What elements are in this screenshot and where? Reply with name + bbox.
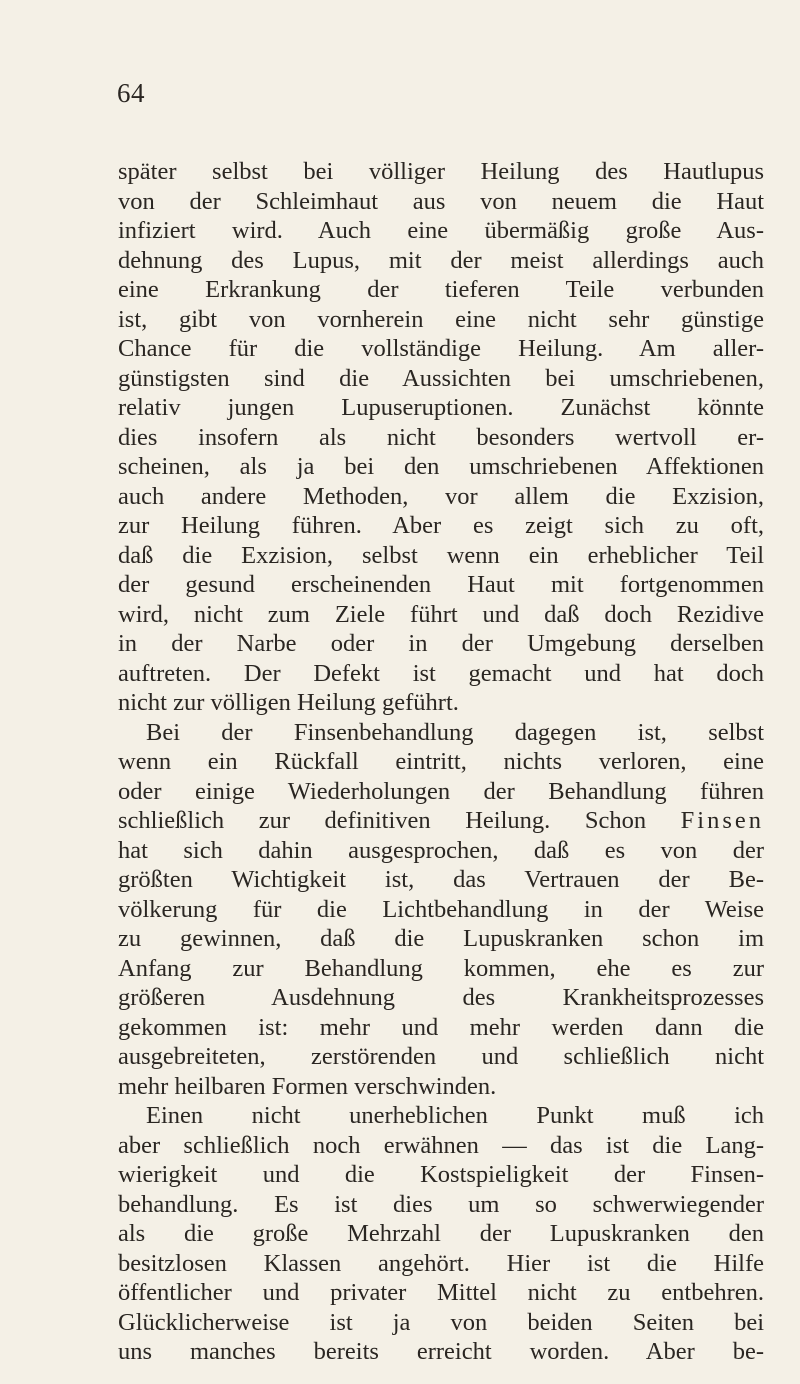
text-line: auch andere Methoden, vor allem die Exzision,	[118, 482, 764, 510]
text-line: ausgebreiteten, zerstörenden und schließlich nicht	[118, 1043, 764, 1070]
text-line: öffentlicher und privater Mittel nicht zu entbehren.	[118, 1279, 764, 1306]
text-line: dies insofern als nicht besonders wertvoll er-	[118, 423, 764, 451]
text-line: von der Schleimhaut aus von neuem die Haut	[118, 187, 764, 215]
text-line: größeren Ausdehnung des Krankheitsprozesses	[118, 984, 764, 1011]
text-line: oder einige Wiederholungen der Behandlung führen	[118, 777, 764, 805]
text-line: daß die Exzision, selbst wenn ein erheblicher Teil	[118, 541, 764, 569]
text-line: in der Narbe oder in der Umgebung derselben	[118, 630, 764, 657]
text-line: ist, gibt von vornherein eine nicht sehr günstige	[118, 305, 764, 333]
text-line: uns manches bereits erreicht worden. Aber be-	[118, 1338, 764, 1365]
text-line: später selbst bei völliger Heilung des Hautlupus	[118, 158, 764, 185]
text-line: der gesund erscheinenden Haut mit fortgenommen	[118, 571, 764, 598]
text-line: hat sich dahin ausgesprochen, daß es von der	[118, 836, 764, 864]
spaced-name: Finsen	[680, 807, 764, 834]
text-line: nicht zur völligen Heilung geführt.	[118, 689, 459, 716]
text-line: zu gewinnen, daß die Lupuskranken schon im	[118, 925, 764, 952]
text-line: wierigkeit und die Kostspieligkeit der Finsen-	[118, 1161, 764, 1188]
text-line: wenn ein Rückfall eintritt, nichts verloren, eine	[118, 748, 764, 775]
text-line: gekommen ist: mehr und mehr werden dann die	[118, 1013, 764, 1041]
body-text	[118, 157, 764, 1367]
text-line: dehnung des Lupus, mit der meist allerdings auch	[118, 246, 764, 274]
text-line: wird, nicht zum Ziele führt und daß doch Rezidive	[118, 600, 764, 628]
page-number: 64	[117, 78, 145, 108]
text-line: auftreten. Der Defekt ist gemacht und hat doch	[118, 659, 764, 687]
text-line-with-name	[118, 806, 764, 836]
text-line: Glücklicherweise ist ja von beiden Seiten bei	[118, 1308, 764, 1336]
text-line: als die große Mehrzahl der Lupuskranken den	[118, 1220, 764, 1247]
text-line: relativ jungen Lupuseruptionen. Zunächst könnte	[118, 394, 764, 421]
text-line: größten Wichtigkeit ist, das Vertrauen der Be-	[118, 866, 764, 893]
text-line: scheinen, als ja bei den umschriebenen Affektionen	[118, 453, 764, 480]
text-line: infiziert wird. Auch eine übermäßig große Aus-	[118, 217, 764, 244]
text-line: behandlung. Es ist dies um so schwerwiegender	[118, 1190, 764, 1218]
text-line: besitzlosen Klassen angehört. Hier ist die Hilfe	[118, 1249, 764, 1277]
line-text: schließlich zur definitiven Heilung. Schon	[118, 807, 681, 834]
text-line: völkerung für die Lichtbehandlung in der Weise	[118, 895, 764, 923]
text-line: mehr heilbaren Formen verschwinden.	[118, 1072, 497, 1100]
text-line: Anfang zur Behandlung kommen, ehe es zur	[118, 954, 764, 982]
text-line: aber schließlich noch erwähnen — das ist die Lang-	[118, 1131, 764, 1159]
paragraph-start-line: Bei der Finsenbehandlung dagegen ist, selbst	[146, 718, 764, 746]
text-line: Chance für die vollständige Heilung. Am aller-	[118, 335, 764, 362]
text-line: eine Erkrankung der tieferen Teile verbunden	[118, 276, 764, 303]
paragraph-start-line: Einen nicht unerheblichen Punkt muß ich	[146, 1102, 764, 1129]
text-line: günstigsten sind die Aussichten bei umschriebenen,	[118, 364, 764, 392]
text-line: zur Heilung führen. Aber es zeigt sich zu oft,	[118, 512, 764, 539]
